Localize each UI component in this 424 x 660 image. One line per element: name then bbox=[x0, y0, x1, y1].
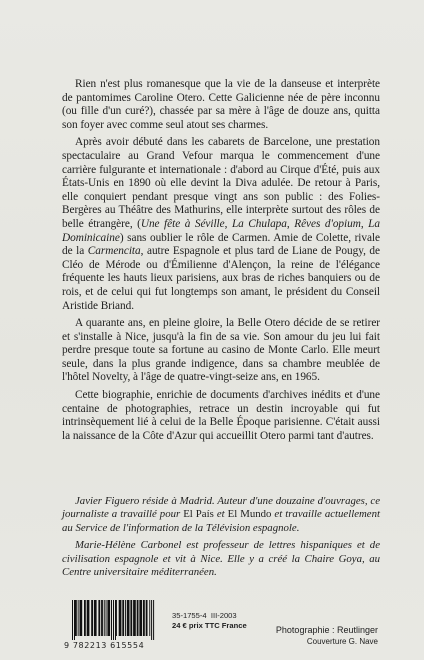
author-bio: Javier Figuero réside à Madrid. Auteur d'une douzaine d'ouvrages, ce journaliste a travaillé pour El País et El Mundo et travaille actuellement au Service de l'information de la Télévision espagnole. bbox=[62, 495, 380, 534]
barcode-bar bbox=[143, 600, 145, 636]
barcode-bar bbox=[78, 600, 79, 636]
barcode-bar bbox=[153, 600, 154, 640]
barcode-bar bbox=[98, 600, 100, 636]
italic-title: Carmencita bbox=[87, 245, 141, 258]
barcode-bar bbox=[122, 600, 124, 636]
barcode-bar bbox=[72, 600, 73, 640]
barcode-bar bbox=[84, 600, 86, 636]
isbn-code: 35-1755-4 bbox=[172, 611, 207, 620]
barcode-bar bbox=[137, 600, 139, 636]
barcode-bar bbox=[113, 600, 114, 640]
italic-title: Rêves d'opium bbox=[294, 217, 361, 230]
barcode-bar bbox=[133, 600, 136, 636]
barcode-bar bbox=[111, 600, 112, 640]
cover-credit: Couverture G. Nave bbox=[306, 637, 378, 646]
barcode-bar bbox=[149, 600, 150, 636]
barcode-bar bbox=[130, 600, 132, 636]
price: 24 € prix TTC France bbox=[172, 621, 247, 630]
print-date: III-2003 bbox=[210, 611, 237, 620]
publication-name: El Mundo bbox=[227, 508, 272, 521]
barcode-bar bbox=[116, 600, 117, 636]
author-bios bbox=[62, 495, 380, 583]
barcode-bar bbox=[107, 600, 110, 636]
isbn-info bbox=[172, 611, 247, 631]
credits bbox=[268, 624, 378, 647]
barcode-bar bbox=[125, 600, 126, 636]
barcode-bar bbox=[75, 600, 77, 636]
barcode-bar bbox=[106, 600, 107, 636]
barcode-bar bbox=[74, 600, 75, 640]
barcode-bar bbox=[101, 600, 103, 636]
blurb-paragraph: Rien n'est plus romanesque que la vie de la danseuse et interprète de pantomimes Caroline Otero. Cette Galicienne née de père inconnu (ou fille d'un curé?), chassée par sa mère à l'âge de douze ans, quitta son foyer avec comme seul atout ses charmes. bbox=[62, 78, 380, 131]
barcode-bar bbox=[115, 600, 116, 640]
italic-title: La Chulapa bbox=[231, 217, 287, 230]
barcode-bar bbox=[151, 600, 152, 640]
barcode-bar bbox=[87, 600, 90, 636]
barcode-bar bbox=[104, 600, 105, 636]
italic-title: Une fête à Séville bbox=[140, 217, 225, 230]
barcode-bar bbox=[127, 600, 130, 636]
barcode-digits: 9 782213 615554 bbox=[64, 641, 145, 650]
barcode-bar bbox=[80, 600, 83, 636]
blurb-text bbox=[62, 78, 380, 447]
blurb-paragraph: Cette biographie, enrichie de documents d'archives inédits et d'une centaine de photographies, retrace un destin incroyable qui fut intrinsèquement lié à celui de la Belle Époque parisienne. C'était aussi la naissance de la Côte d'Azur qui accueillit Otero parmi tant d'autres. bbox=[62, 389, 380, 442]
barcode-bar bbox=[146, 600, 148, 636]
barcode bbox=[64, 600, 164, 650]
barcode-bar bbox=[119, 600, 122, 636]
barcode-bar bbox=[91, 600, 93, 636]
barcode-bars bbox=[64, 600, 164, 642]
blurb-paragraph: Après avoir débuté dans les cabarets de Barcelone, une prestation spectaculaire au Grand Vefour marqua le commencement d'une carrière fulgurante et internationale : d'abord au Cirque d'Été, puis aux États-Unis en 1890 où elle devint la Diva adulée. De retour à Paris, elle conquiert pendant presque vingt ans son public : des Folies-Bergères au Théâtre des Mathurins, elle interprète surtout des rôles de belle étrangère, (Une fête à Séville, La Chulapa, Rêves d'opium, La Dominicaine) sans oublier le rôle de Carmen. Amie de Colette, rivale de la Carmencita, autre Espagnole et plus tard de Liane de Pougy, de Cléo de Mérode ou d'Émilienne d'Alençon, la reine de l'élégance fréquente les hauts lieux parisiens, aux bras de riches banquiers ou de rois, et de celui qui fut longtemps son amant, le président du Conseil Aristide Briand. bbox=[62, 136, 380, 312]
photo-credit: Photographie : Reutlinger bbox=[275, 625, 378, 635]
translator-bio: Marie-Hélène Carbonel est professeur de lettres hispaniques et de civilisation espagnole et vit à Nice. Elle y a créé la Chaire Goya, au Centre universitaire méditerranéen. bbox=[62, 539, 380, 579]
isbn-line bbox=[172, 611, 247, 621]
barcode-bar bbox=[139, 600, 142, 636]
italic-title: La Dominicaine bbox=[62, 217, 380, 244]
publication-name: El País bbox=[183, 508, 214, 521]
blurb-paragraph: A quarante ans, en pleine gloire, la Belle Otero décide de se retirer et s'installe à Nice, jusqu'à la fin de sa vie. Son amour du jeu lui fait perdre presque toute sa fortune au casino de Monte Carlo. Elle meurt seule, dans la plus grande indigence, dans sa chambre meublée de l'hôtel Novelty, à l'âge de quatre-vingt-seize ans, en 1965. bbox=[62, 317, 380, 384]
barcode-bar bbox=[94, 600, 97, 636]
